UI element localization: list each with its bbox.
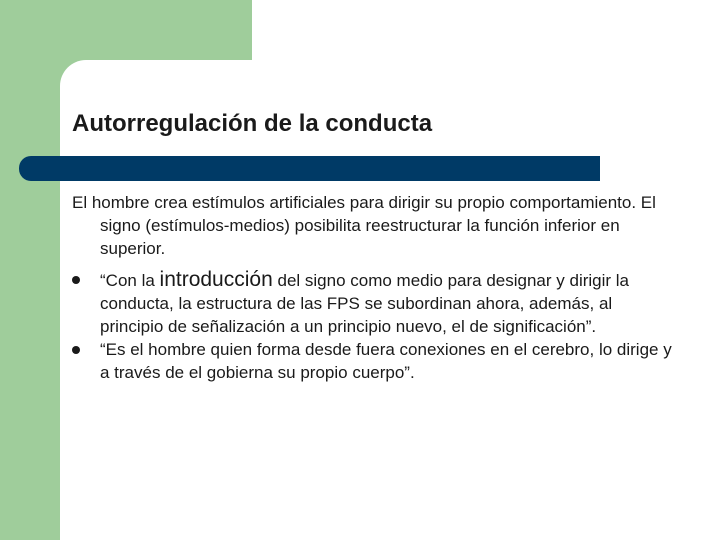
bullet-text-emphasis: introducción xyxy=(159,268,273,291)
bullet-text-pre: “Con la xyxy=(100,271,160,290)
intro-paragraph: El hombre crea estímulos artificiales para dirigir su propio comportamiento. El signo (estímulos-medios) posibilita reestructurar la función inferior en superior. xyxy=(72,193,656,258)
title-underline-bar xyxy=(19,156,600,181)
slide-body xyxy=(72,191,672,384)
bullet-dot-icon xyxy=(72,346,80,354)
bullet-list xyxy=(72,268,672,384)
bullet-text: “Es el hombre quien forma desde fuera conexiones en el cerebro, lo dirige y a través de el gobierna su propio cuerpo”. xyxy=(100,340,672,382)
bullet-item xyxy=(72,338,672,384)
slide-title: Autorregulación de la conducta xyxy=(72,110,433,137)
bullet-item xyxy=(72,268,672,338)
bullet-dot-icon xyxy=(72,276,80,284)
bullet-text-post: del signo como medio para designar y dirigir la conducta, la estructura de las FPS se subordinan ahora, además, al principio de señalización a un principio nuevo, el de significación”. xyxy=(100,271,630,336)
